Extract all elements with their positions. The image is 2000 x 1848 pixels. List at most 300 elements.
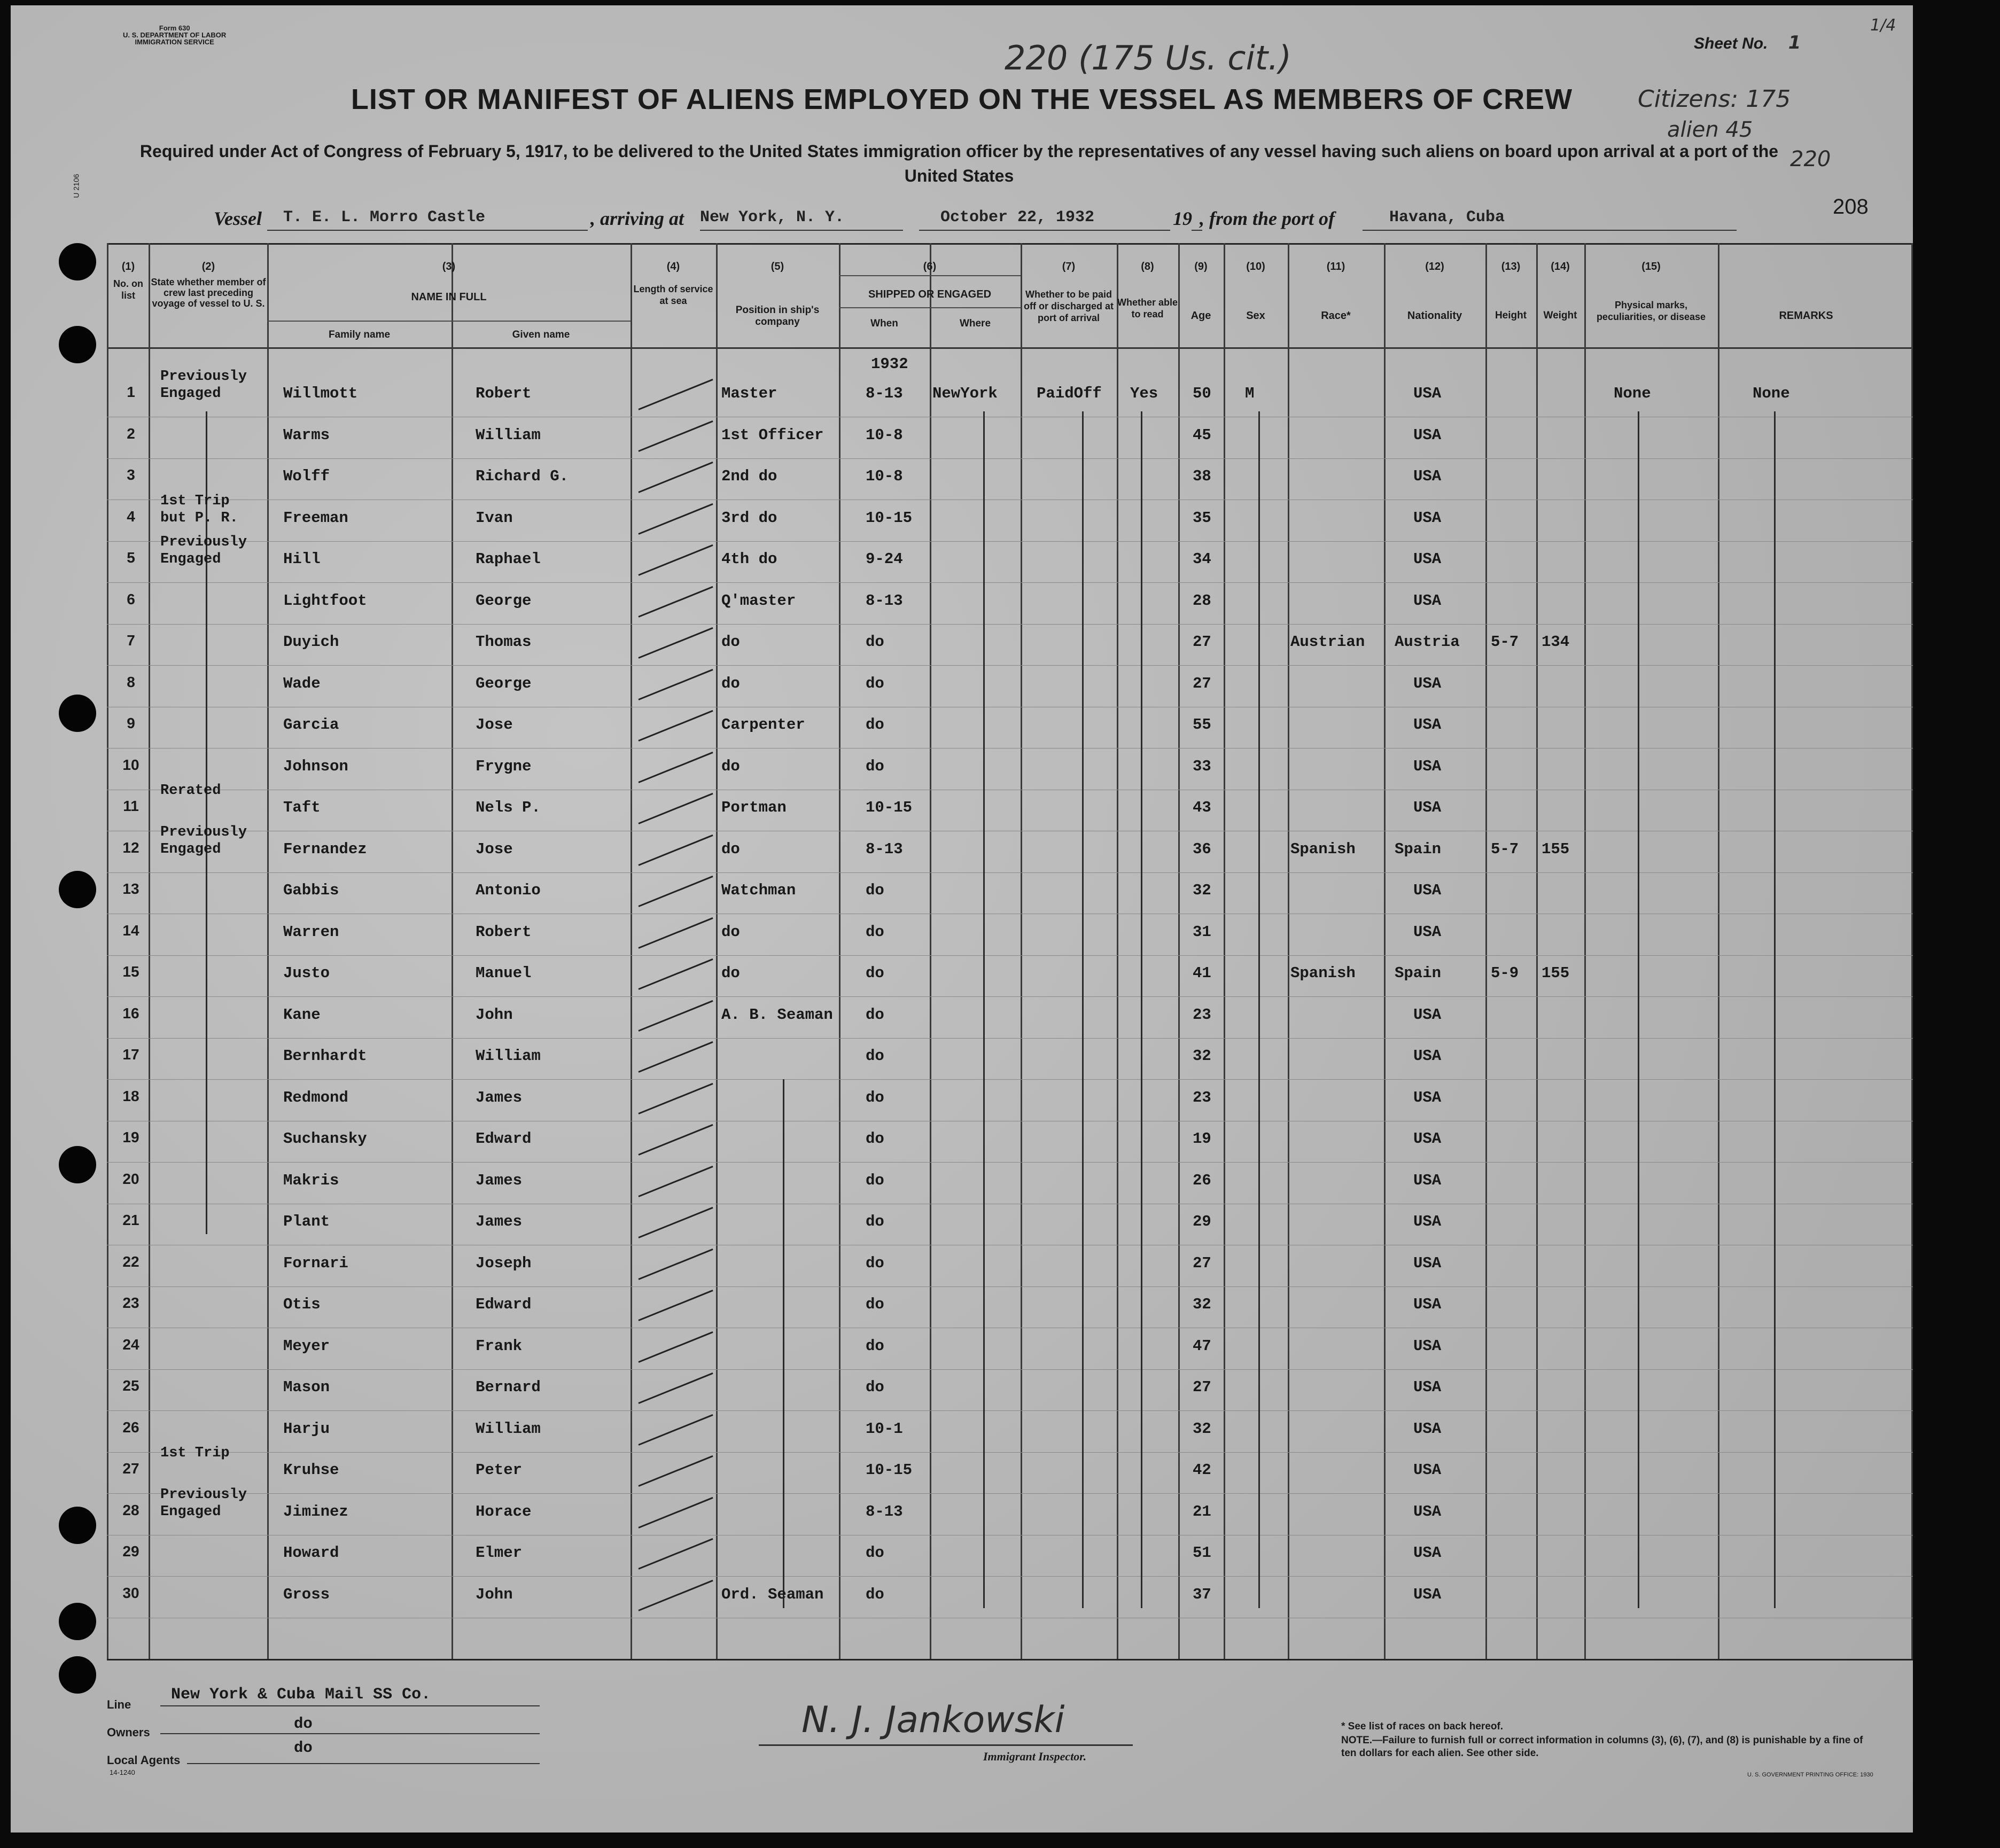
shipped-when: 10-8 (866, 426, 903, 444)
given-name: Robert (476, 385, 532, 402)
arrival-date: October 22, 1932 (940, 208, 1095, 227)
header-no-on-list: No. on list (113, 278, 143, 301)
arriving-port: New York, N. Y. (700, 208, 845, 227)
given-name: George (476, 591, 532, 610)
printer-note: U. S. GOVERNMENT PRINTING OFFICE: 1930 (1747, 1772, 1873, 1778)
page-title: LIST OR MANIFEST OF ALIENS EMPLOYED ON THE VESSEL AS MEMBERS OF CREW (351, 83, 1573, 115)
service-slash (638, 710, 713, 742)
nationality: USA (1413, 1047, 1442, 1065)
family-name: Willmott (283, 385, 358, 402)
position: A. B. Seaman (721, 1005, 833, 1024)
age: 43 (1193, 799, 1211, 816)
shipped-when: 8-13 (866, 1502, 903, 1520)
family-name: Duyich (283, 633, 339, 651)
shipped-when: do (866, 1378, 884, 1396)
given-name: Edward (476, 1130, 532, 1148)
position: do (721, 757, 740, 775)
punch-hole (59, 695, 96, 732)
service-slash (638, 1373, 713, 1404)
given-name: William (476, 1420, 541, 1438)
given-name: Manuel (476, 964, 532, 982)
row-number: 22 (122, 1253, 139, 1270)
line-label: Line (107, 1698, 131, 1711)
given-name: James (476, 1088, 523, 1106)
owners-label: Owners (107, 1726, 150, 1739)
row-number: 1 (127, 384, 135, 400)
service-slash (638, 1290, 713, 1321)
header-when: When (870, 318, 898, 329)
given-name: Horace (476, 1502, 532, 1520)
nationality: USA (1413, 716, 1442, 734)
family-name: Gabbis (283, 882, 339, 899)
service-slash (638, 379, 713, 410)
family-name: Justo (283, 964, 330, 982)
status-line: Engaged (160, 841, 221, 857)
service-slash (638, 420, 713, 451)
given-name: Frygne (476, 757, 532, 775)
shipped-when: 8-13 (866, 385, 903, 402)
column-rule (716, 243, 718, 1659)
position: do (721, 964, 740, 982)
height: 5-7 (1491, 633, 1519, 651)
family-name: Kane (283, 1005, 321, 1024)
row-number: 13 (122, 880, 139, 897)
ditto-line (1258, 411, 1260, 1608)
service-slash (638, 1455, 713, 1487)
from-port: Havana, Cuba (1389, 208, 1505, 227)
service-slash (638, 1414, 713, 1445)
header-remarks: REMARKS (1779, 310, 1833, 322)
shipped-when: do (866, 1585, 884, 1603)
given-name: Jose (476, 716, 513, 734)
service-slash (638, 627, 713, 659)
ditto-line (983, 411, 985, 1608)
col-num: (12) (1425, 261, 1444, 272)
nationality: USA (1413, 1296, 1442, 1313)
position: 1st Officer (721, 426, 824, 444)
nationality: USA (1413, 550, 1442, 568)
manifest-sheet (11, 5, 1913, 1833)
family-name: Lightfoot (283, 591, 367, 610)
form-number: Form 630 U. S. DEPARTMENT OF LABOR IMMIGRATION SERVICE (123, 24, 227, 46)
race: Spanish (1290, 840, 1356, 858)
row-number: 9 (127, 715, 135, 731)
position: 4th do (721, 550, 777, 568)
position: do (721, 923, 740, 941)
given-name: Robert (476, 923, 532, 941)
punch-hole (59, 1603, 96, 1640)
nationality: Austria (1395, 633, 1460, 651)
position: Q'master (721, 591, 796, 610)
page-number: 208 (1833, 195, 1869, 219)
age: 55 (1193, 716, 1211, 734)
header-race: Race* (1321, 310, 1351, 322)
service-slash (638, 1165, 713, 1197)
height: 5-7 (1491, 840, 1519, 858)
col-num: (7) (1062, 261, 1076, 272)
col-num: (2) (201, 261, 215, 272)
column-rule (1117, 243, 1118, 1659)
position: Master (721, 385, 777, 402)
service-slash (638, 462, 713, 493)
position: do (721, 840, 740, 858)
header-service: Length of service at sea (633, 284, 713, 306)
shipped-where: NewYork (932, 385, 998, 402)
service-slash (638, 1207, 713, 1238)
status-line: 1st Trip (160, 493, 230, 509)
shipped-when: do (866, 1254, 884, 1272)
column-rule (452, 243, 453, 1659)
col-num: (9) (1194, 261, 1208, 272)
given-name: Bernard (476, 1378, 541, 1396)
row-number: 15 (122, 963, 139, 980)
nationality: USA (1413, 1254, 1442, 1272)
given-name: Edward (476, 1296, 532, 1313)
able-to-read: Yes (1130, 385, 1158, 402)
vessel-name: T. E. L. Morro Castle (283, 208, 486, 227)
shipped-when: do (866, 1544, 884, 1562)
family-name: Mason (283, 1378, 330, 1396)
service-slash (638, 958, 713, 990)
header-state: State whether member of crew last preceding voyage of vessel to U. S. (151, 277, 266, 309)
given-name: George (476, 674, 532, 692)
service-slash (638, 1538, 713, 1570)
nationality: USA (1413, 923, 1442, 941)
inspector-signature: N. J. Jankowski (801, 1699, 1065, 1741)
age: 45 (1193, 426, 1211, 444)
given-name: Thomas (476, 633, 532, 651)
handwritten-total: 220 (175 Us. cit.) (1005, 38, 1291, 77)
age: 50 (1193, 385, 1211, 402)
shipped-when: do (866, 923, 884, 941)
shipped-when: 10-8 (866, 467, 903, 485)
family-name: Wade (283, 674, 321, 692)
service-slash (638, 1248, 713, 1280)
age: 51 (1193, 1544, 1211, 1562)
given-name: Antonio (476, 882, 541, 899)
nationality: USA (1413, 1171, 1442, 1189)
age: 19 (1193, 1130, 1211, 1148)
col-num: (3) (442, 261, 456, 272)
family-name: Gross (283, 1585, 330, 1603)
age: 33 (1193, 757, 1211, 775)
position: Ord. Seaman (721, 1585, 824, 1603)
service-slash (638, 793, 713, 824)
age: 32 (1193, 1296, 1211, 1313)
physical-marks: None (1614, 385, 1651, 402)
col-num: (11) (1326, 261, 1345, 272)
shipped-when: do (866, 716, 884, 734)
punch-hole (59, 1507, 96, 1544)
ditto-line (1774, 411, 1776, 1608)
service-slash (638, 586, 713, 617)
row-number: 28 (122, 1501, 139, 1518)
family-name: Taft (283, 799, 321, 816)
shipped-when: do (866, 633, 884, 651)
header-paid-off: Whether to be paid off or discharged at port of arrival (1023, 289, 1114, 323)
arriving-label: , arriving at (590, 208, 684, 229)
header-sex: Sex (1246, 310, 1265, 322)
row-number: 12 (122, 839, 139, 856)
age: 32 (1193, 1420, 1211, 1438)
status-line: but P. R. (160, 510, 238, 526)
column-rule (1584, 243, 1586, 1659)
ditto-line (1638, 411, 1639, 1608)
note-races: * See list of races on back hereof. (1341, 1721, 1504, 1732)
col-num: (15) (1641, 261, 1661, 272)
shipped-when: do (866, 1296, 884, 1313)
height: 5-9 (1491, 964, 1519, 982)
shipped-when: do (866, 1047, 884, 1065)
age: 26 (1193, 1171, 1211, 1189)
owners-value: do (294, 1715, 313, 1733)
punch-hole (59, 326, 96, 363)
status-line: Rerated (160, 783, 221, 799)
family-name: Otis (283, 1296, 321, 1313)
sex: M (1245, 385, 1255, 402)
shipped-when: do (866, 964, 884, 982)
line-value: New York & Cuba Mail SS Co. (171, 1686, 431, 1704)
column-rule (1224, 243, 1225, 1659)
family-name: Plant (283, 1213, 330, 1230)
row-number: 21 (122, 1212, 139, 1228)
shipped-when: do (866, 1171, 884, 1189)
row-number: 24 (122, 1336, 139, 1353)
agents-value: do (294, 1739, 313, 1757)
header-age: Age (1190, 310, 1211, 322)
header-position: Position in ship's company (735, 305, 820, 328)
family-name: Harju (283, 1420, 330, 1438)
agents-label: Local Agents (107, 1753, 181, 1767)
given-name: James (476, 1213, 523, 1230)
row-number: 19 (122, 1129, 139, 1145)
remarks: None (1753, 385, 1790, 402)
shipped-when: 9-24 (866, 550, 903, 568)
service-slash (638, 917, 713, 948)
col-num: (4) (666, 261, 680, 272)
service-slash (638, 1331, 713, 1362)
status-line: Engaged (160, 386, 221, 402)
age: 36 (1193, 840, 1211, 858)
ditto-line (1082, 411, 1084, 1608)
row-number: 17 (122, 1046, 139, 1063)
col-num: (1) (121, 261, 135, 272)
family-name: Fernandez (283, 840, 367, 858)
age: 47 (1193, 1337, 1211, 1355)
family-name: Warren (283, 923, 339, 941)
given-name: William (476, 426, 541, 444)
column-rule (149, 243, 150, 1659)
column-rule (631, 243, 632, 1659)
nationality: USA (1413, 1130, 1442, 1148)
table-bottom-border (107, 1659, 1913, 1660)
family-name: Garcia (283, 716, 339, 734)
nationality: USA (1413, 1213, 1442, 1230)
nationality: USA (1413, 1420, 1442, 1438)
nationality: Spain (1395, 964, 1442, 982)
status-line: Previously (160, 1486, 247, 1503)
nationality: USA (1413, 1088, 1442, 1106)
col-num: (8) (1141, 261, 1154, 272)
age: 42 (1193, 1461, 1211, 1479)
year-header: 1932 (871, 355, 908, 373)
family-name: Jiminez (283, 1502, 348, 1520)
status-line: Previously (160, 369, 247, 385)
header-physical-marks: Physical marks, peculiarities, or disease (1596, 300, 1706, 322)
shipped-when: do (866, 674, 884, 692)
nationality: USA (1413, 1585, 1442, 1603)
row-number: 14 (122, 922, 139, 939)
nationality: USA (1413, 467, 1442, 485)
nationality: USA (1413, 674, 1442, 692)
given-name: Ivan (476, 509, 513, 527)
weight: 155 (1542, 964, 1570, 982)
nationality: USA (1413, 591, 1442, 610)
column-rule (1288, 243, 1289, 1659)
service-slash (638, 668, 713, 700)
age: 41 (1193, 964, 1211, 982)
family-name: Bernhardt (283, 1047, 367, 1065)
row-number: 23 (122, 1295, 139, 1311)
col-num: (13) (1501, 261, 1521, 272)
shipped-when: 10-15 (866, 1461, 913, 1479)
nationality: Spain (1395, 840, 1442, 858)
row-number: 18 (122, 1087, 139, 1104)
punch-hole (59, 1146, 96, 1183)
service-slash (638, 834, 713, 865)
column-rule (1911, 243, 1913, 1659)
shipped-when: 10-15 (866, 799, 913, 816)
family-name: Wolff (283, 467, 330, 485)
service-slash (638, 1579, 713, 1611)
page-subtitle: Required under Act of Congress of February 5, 1917, to be delivered to the United States immigration officer by the representatives of any vessel having such aliens on board upon arrival at a port of the United States (139, 142, 1779, 185)
year-label: 19 (1173, 208, 1192, 229)
age: 28 (1193, 591, 1211, 610)
family-name: Warms (283, 426, 330, 444)
nationality: USA (1413, 385, 1442, 402)
header-weight: Weight (1543, 310, 1577, 321)
family-name: Freeman (283, 509, 348, 527)
punch-hole (59, 1656, 96, 1694)
age: 23 (1193, 1005, 1211, 1024)
row-number: 4 (127, 508, 135, 525)
shipped-when: 8-13 (866, 840, 903, 858)
row-number: 30 (122, 1584, 139, 1601)
header-divider (107, 347, 1913, 349)
given-name: John (476, 1005, 513, 1024)
given-name: John (476, 1585, 513, 1603)
weight: 155 (1542, 840, 1570, 858)
row-number: 5 (127, 549, 135, 566)
ditto-line (783, 1079, 784, 1608)
header-shipped: SHIPPED OR ENGAGED (868, 288, 992, 300)
age: 23 (1193, 1088, 1211, 1106)
age: 21 (1193, 1502, 1211, 1520)
vessel-label: Vessel (214, 208, 262, 229)
header-height: Height (1495, 310, 1527, 321)
nationality: USA (1413, 1337, 1442, 1355)
column-rule (1718, 243, 1719, 1659)
age: 27 (1193, 1378, 1211, 1396)
shipped-when: 10-1 (866, 1420, 903, 1438)
ditto-line (1141, 411, 1142, 1608)
row-number: 20 (122, 1170, 139, 1187)
col-num: (6) (923, 261, 937, 272)
row-number: 8 (127, 673, 135, 690)
race: Spanish (1290, 964, 1356, 982)
nationality: USA (1413, 799, 1442, 816)
header-family: Family name (328, 329, 391, 340)
family-name: Hill (283, 550, 321, 568)
age: 27 (1193, 633, 1211, 651)
column-rule (1384, 243, 1386, 1659)
position: do (721, 633, 740, 651)
nationality: USA (1413, 426, 1442, 444)
sheet-number: Sheet No. 1 (1694, 32, 1801, 53)
column-rule (107, 243, 108, 1659)
given-name: Joseph (476, 1254, 532, 1272)
status-line: Engaged (160, 1503, 221, 1520)
header-given: Given name (512, 329, 570, 340)
age: 31 (1193, 923, 1211, 941)
given-name: James (476, 1171, 523, 1189)
family-name: Redmond (283, 1088, 348, 1106)
row-number: 7 (127, 632, 135, 649)
nationality: USA (1413, 1502, 1442, 1520)
col-num: (10) (1246, 261, 1265, 272)
shipped-when: 10-15 (866, 509, 913, 527)
family-name: Howard (283, 1544, 339, 1562)
shipped-when: do (866, 1088, 884, 1106)
row-number: 29 (122, 1543, 139, 1560)
column-rule (267, 243, 269, 1659)
shipped-when: do (866, 1130, 884, 1148)
shipped-when: do (866, 757, 884, 775)
nationality: USA (1413, 509, 1442, 527)
age: 38 (1193, 467, 1211, 485)
family-name: Makris (283, 1171, 339, 1189)
header-read: Whether able to read (1117, 297, 1178, 319)
nationality: USA (1413, 1005, 1442, 1024)
age: 35 (1193, 509, 1211, 527)
position: 3rd do (721, 509, 777, 527)
shipped-when: do (866, 1005, 884, 1024)
service-slash (638, 1000, 713, 1031)
service-slash (638, 544, 713, 576)
given-name: Elmer (476, 1544, 523, 1562)
row-number: 25 (122, 1377, 139, 1394)
position: Carpenter (721, 716, 805, 734)
col-num: (5) (771, 261, 784, 272)
header-where: Where (959, 318, 991, 329)
service-slash (638, 751, 713, 783)
given-name: Peter (476, 1461, 523, 1479)
handwritten-citizens: Citizens: 175 (1638, 85, 1791, 113)
form-code: 14-1240 (110, 1768, 135, 1776)
header-name: NAME IN FULL (411, 291, 487, 303)
service-slash (638, 1082, 713, 1114)
age: 37 (1193, 1585, 1211, 1603)
shipped-when: do (866, 1213, 884, 1230)
service-slash (638, 876, 713, 907)
service-slash (638, 503, 713, 534)
row-number: 10 (122, 756, 139, 773)
family-name: Meyer (283, 1337, 330, 1355)
given-name: William (476, 1047, 541, 1065)
nationality: USA (1413, 1461, 1442, 1479)
from-port-label: , from the port of (1200, 208, 1335, 229)
punch-hole (59, 871, 96, 908)
